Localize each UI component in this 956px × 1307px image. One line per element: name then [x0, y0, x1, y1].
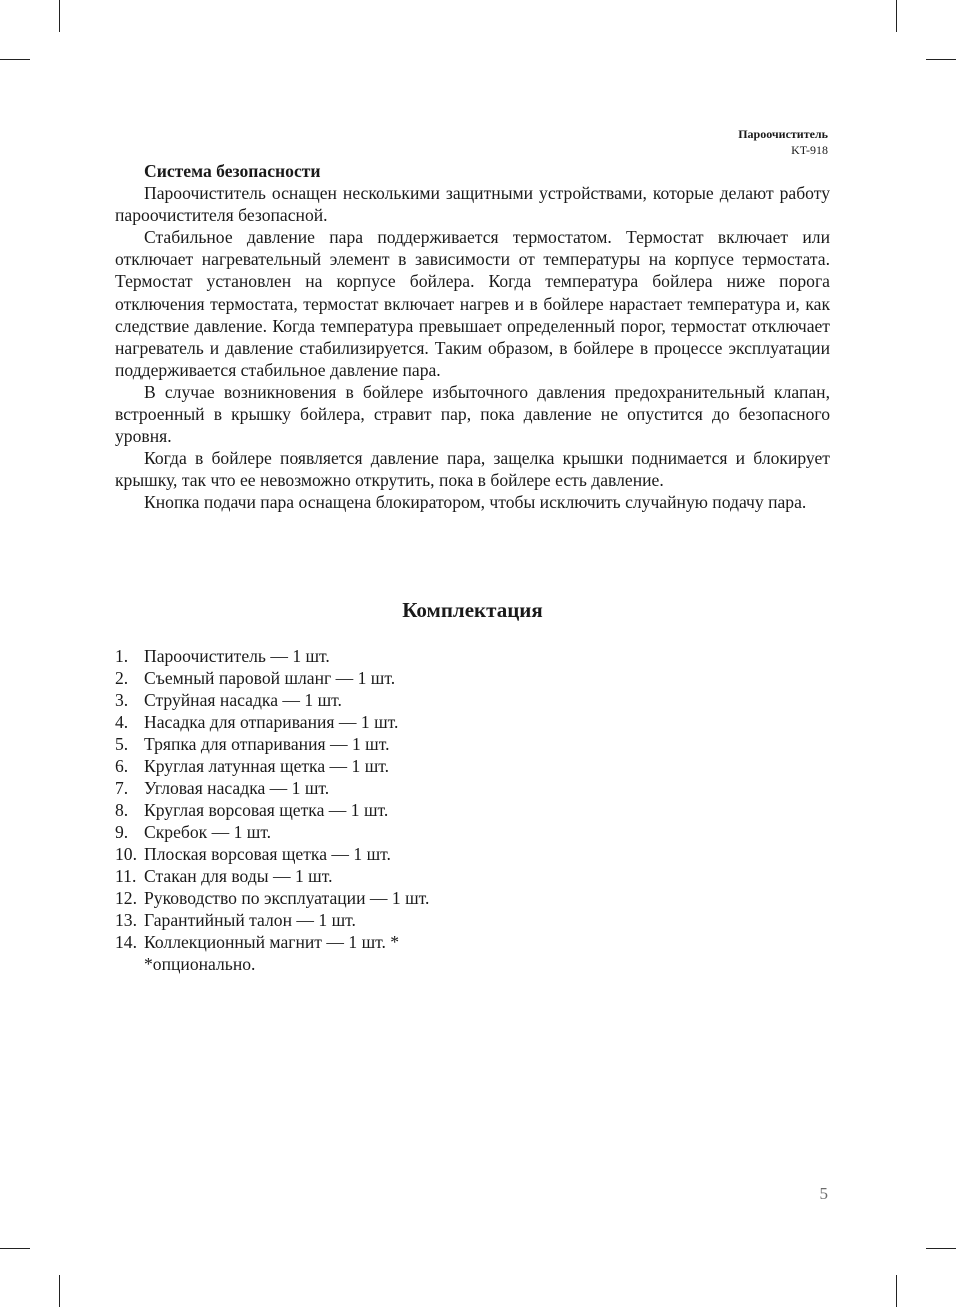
- list-item-text: Стакан для воды — 1 шт.: [144, 866, 333, 886]
- list-item: [115, 733, 830, 755]
- list-item-number: 2.: [115, 668, 129, 688]
- list-item: [115, 645, 830, 667]
- running-header: [738, 126, 828, 158]
- list-item-text: Коллекционный магнит — 1 шт. *: [144, 932, 400, 952]
- list-item: [115, 755, 830, 777]
- crop-mark: [59, 0, 60, 32]
- list-item-number: 10.: [115, 844, 137, 864]
- list-item-text: Угловая насадка — 1 шт.: [144, 778, 330, 798]
- kit-title: Комплектация: [402, 598, 543, 622]
- crop-mark: [926, 59, 956, 60]
- list-item: [115, 711, 830, 733]
- list-item: [115, 799, 830, 821]
- list-item-number: 13.: [115, 910, 137, 930]
- list-item: [115, 667, 830, 689]
- list-item-text: Руководство по эксплуатации — 1 шт.: [144, 888, 430, 908]
- list-item: [115, 777, 830, 799]
- list-item: [115, 865, 830, 887]
- safety-section: [115, 160, 830, 514]
- safety-paragraph: Когда в бойлере появляется давление пара, защелка крышки поднимается и блокирует крышку, так что ее невозможно открутить, пока в бойлере есть давление.: [115, 448, 830, 491]
- list-item-text: Пароочиститель — 1 шт.: [144, 646, 330, 666]
- list-item-text: Скребок — 1 шт.: [144, 822, 272, 842]
- header-model: KT-918: [791, 143, 828, 157]
- crop-mark: [926, 1248, 956, 1249]
- list-item-number: 1.: [115, 646, 129, 666]
- list-item-text: Струйная насадка — 1 шт.: [144, 690, 342, 710]
- header-product: Пароочиститель: [738, 127, 828, 141]
- list-item-number: 5.: [115, 734, 129, 754]
- safety-paragraph: Кнопка подачи пара оснащена блокиратором, чтобы исключить случайную подачу пара.: [144, 492, 807, 513]
- list-item-number: 14.: [115, 932, 137, 952]
- list-item-number: 9.: [115, 822, 129, 842]
- list-item: [115, 931, 830, 953]
- kit-footnote: *опционально.: [144, 954, 256, 974]
- list-item-number: 3.: [115, 690, 129, 710]
- list-item-text: Гарантийный талон — 1 шт.: [144, 910, 356, 930]
- crop-mark: [59, 1275, 60, 1307]
- list-item: [115, 909, 830, 931]
- list-item-number: 7.: [115, 778, 129, 798]
- list-item-text: Насадка для отпаривания — 1 шт.: [144, 712, 399, 732]
- list-item-number: 4.: [115, 712, 129, 732]
- safety-title: Система безопасности: [144, 161, 321, 181]
- crop-mark: [0, 59, 30, 60]
- crop-mark: [896, 1275, 897, 1307]
- crop-mark: [0, 1248, 30, 1249]
- kit-list: [115, 645, 830, 975]
- list-item-number: 12.: [115, 888, 137, 908]
- safety-paragraph: Пароочиститель оснащен несколькими защитными устройствами, которые делают работу пароочистителя безопасной.: [115, 183, 830, 226]
- crop-mark: [896, 0, 897, 32]
- list-item-number: 6.: [115, 756, 129, 776]
- list-item: [115, 843, 830, 865]
- list-item-number: 11.: [115, 866, 137, 886]
- list-item-number: 8.: [115, 800, 129, 820]
- list-item-text: Плоская ворсовая щетка — 1 шт.: [144, 844, 391, 864]
- list-item: [115, 821, 830, 843]
- list-item-text: Круглая латунная щетка — 1 шт.: [144, 756, 390, 776]
- safety-paragraph: В случае возникновения в бойлере избыточного давления предохранительный клапан, встроенный в крышку бойлера, стравит пар, пока давление не опустится до безопасного уровня.: [115, 381, 830, 447]
- list-item-text: Съемный паровой шланг — 1 шт.: [144, 668, 396, 688]
- list-item-text: Тряпка для отпаривания — 1 шт.: [144, 734, 390, 754]
- list-item-text: Круглая ворсовая щетка — 1 шт.: [144, 800, 389, 820]
- list-item: [115, 887, 830, 909]
- safety-paragraph: Стабильное давление пара поддерживается термостатом. Термостат включает или отключает нагревательный элемент в зависимости от температуры на корпусе термостата. Термостат установлен на корпусе бойлера. Когда температура бойлера ниже порога отключения термостата, термостат включает нагрев и в бойлере нарастает температура и, как следствие давление. Когда температура превышает определенный порог, термостат отключает нагреватель и давление стабилизируется. Таким образом, в бойлере в процессе эксплуатации поддерживается стабильное давление пара.: [115, 227, 830, 380]
- page-number: 5: [819, 1184, 828, 1203]
- list-item: [115, 689, 830, 711]
